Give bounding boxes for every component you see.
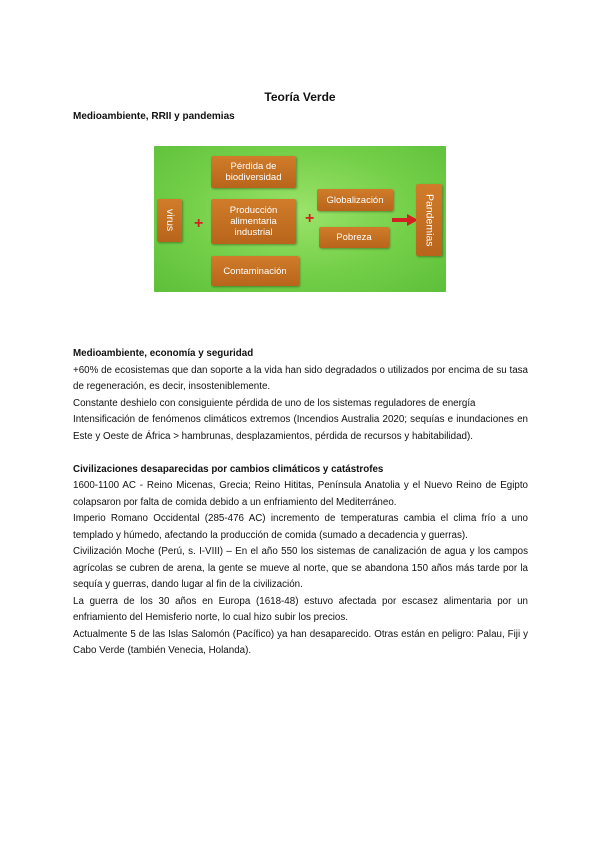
- document-body: [73, 346, 528, 660]
- produccion-alimentaria-box: Producción alimentaria industrial: [211, 199, 296, 244]
- perdida-biodiversidad-box: Pérdida de biodiversidad: [211, 156, 296, 188]
- virus-box: virus: [157, 199, 182, 242]
- paragraph: La guerra de los 30 años en Europa (1618-48) estuvo afectada por escasez alimentaria por un enfriamiento del Hemisferio norte, lo cual hizo subir los precios.: [73, 595, 528, 623]
- pandemic-causes-diagram: [154, 146, 446, 292]
- pobreza-box: Pobreza: [319, 227, 389, 248]
- paragraph: 1600-1100 AC - Reino Micenas, Grecia; Reino Hititas, Península Anatolia y el Nuevo Reino de Egipto colapsaron por falta de comida debido a un enfriamiento del Mediterráneo.: [73, 480, 528, 508]
- pandemias-box: Pandemias: [416, 184, 442, 256]
- right-arrow-icon: [392, 214, 418, 226]
- globalizacion-box: Globalización: [317, 189, 393, 211]
- document-subtitle: Medioambiente, RRII y pandemias: [73, 111, 235, 122]
- plus-sign-1: +: [194, 215, 204, 232]
- plus-sign-2: +: [305, 210, 315, 227]
- paragraph: Imperio Romano Occidental (285-476 AC) incremento de temperaturas cambia el clima frío a uno templado y húmedo, afectando la producción de comida (sumado a decadencia y guerras).: [73, 513, 528, 541]
- paragraph: Intensificación de fenómenos climáticos extremos (Incendios Australia 2020; sequías e inundaciones en Este y Oeste de África > hambrunas, desplazamientos, pérdida de recursos y habitabilidad).: [73, 414, 528, 442]
- document-title: Teoría Verde: [264, 90, 336, 104]
- section-heading-economia: Medioambiente, economía y seguridad: [73, 348, 254, 359]
- paragraph: Constante deshielo con consiguiente pérdida de uno de los sistemas reguladores de energía: [73, 397, 476, 409]
- paragraph: +60% de ecosistemas que dan soporte a la vida han sido degradados o utilizados por encima de su tasa de regeneración, es decir, insosteniblemente.: [73, 364, 528, 392]
- section-heading-civilizaciones: Civilizaciones desaparecidas por cambios climáticos y catástrofes: [73, 463, 384, 475]
- paragraph: Actualmente 5 de las Islas Salomón (Pacífico) ya han desaparecido. Otras están en peligro: Palau, Fiji y Cabo Verde (también Venecia, Holanda).: [73, 628, 528, 656]
- paragraph: Civilización Moche (Perú, s. I-VIII) – En el año 550 los sistemas de canalización de agua y los campos agrícolas se cubren de arena, la gente se mueve al norte, que se abandona 150 años más tarde por la sequía y guerras, dando lugar al fin de la civilización.: [73, 546, 528, 590]
- contaminacion-box: Contaminación: [211, 256, 299, 286]
